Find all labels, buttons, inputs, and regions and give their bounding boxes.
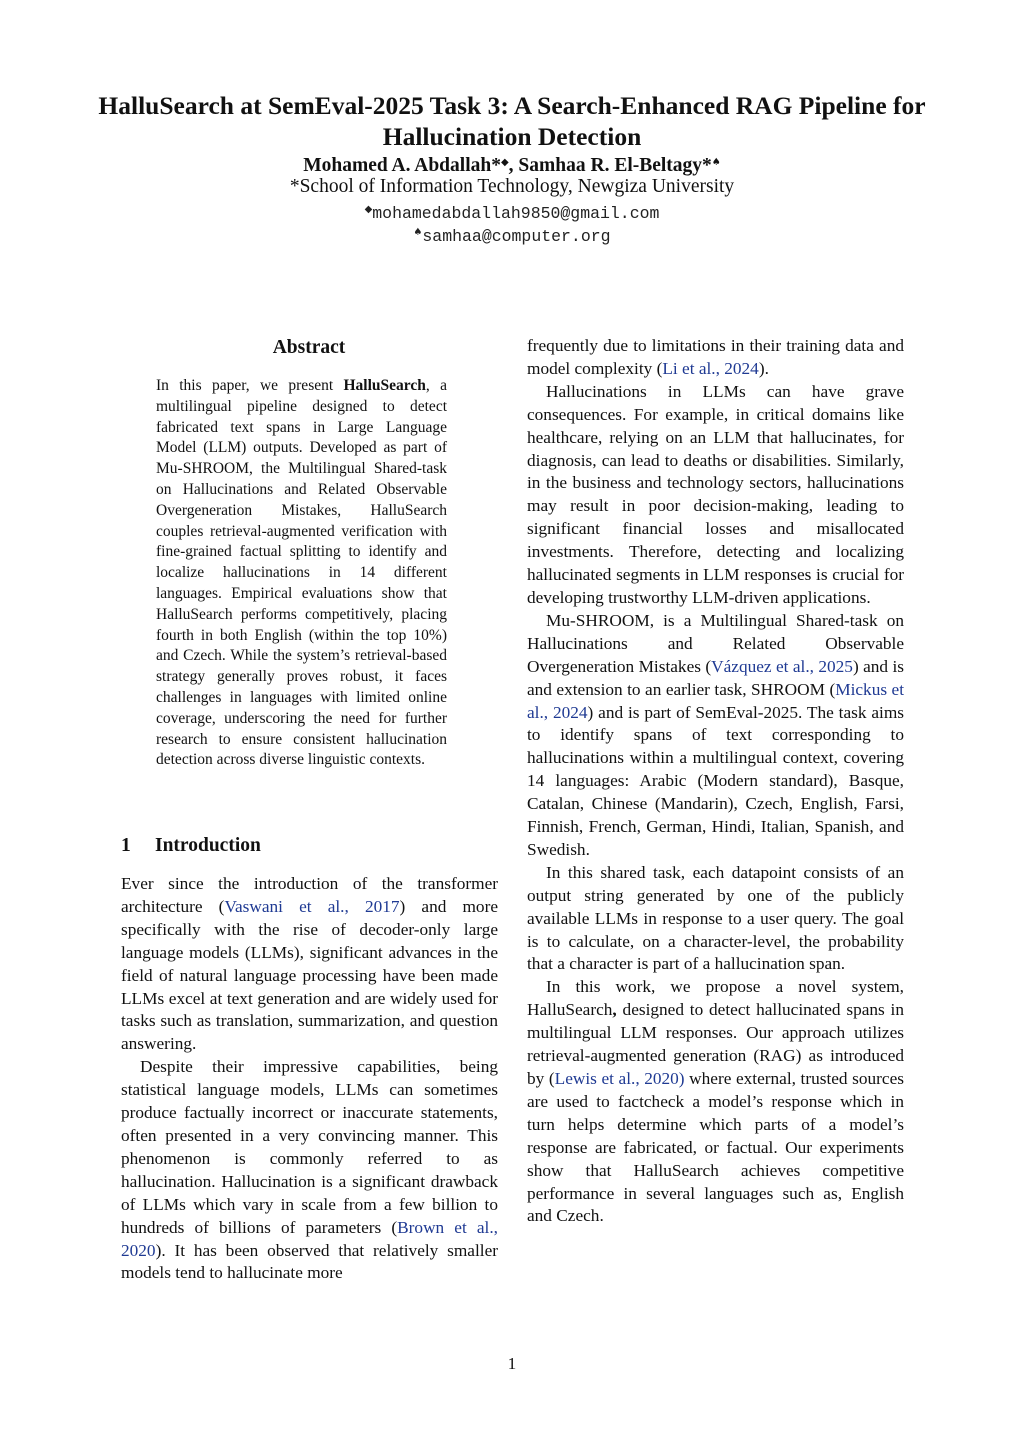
abstract-body (156, 376, 447, 771)
paragraph-5: In this shared task, each datapoint consists of an output string generated by one of the publicly available LLMs in response to a user query. The goal is to calculate, on a character-level, the probability that a character is part of a hallucination span. (527, 862, 904, 974)
author-separator: , (508, 155, 519, 176)
author-list (60, 151, 964, 178)
text-run: where external, trusted sources are used to factcheck a model’s response which in turn helps determine which parts of a model’s response are fabricated, or factual. Our experiments show that HalluSearch achieves competitive performance in several languages such as, English and Czech. (527, 1069, 904, 1226)
author-2: Samhaa R. El-Beltagy* (518, 155, 712, 176)
diamond-icon: ◆ (500, 157, 509, 168)
spade-icon: ♠ (711, 157, 721, 168)
paragraph-1 (121, 873, 498, 1056)
paragraph-6 (527, 976, 904, 1228)
citation-link[interactable]: Lewis et al., 2020) (554, 1069, 685, 1088)
abstract-text-pre: In this paper, we present (156, 377, 344, 394)
section-title: Introduction (155, 835, 261, 856)
citation-link[interactable]: Li et al., 2024 (662, 358, 759, 378)
author-1: Mohamed A. Abdallah* (303, 155, 501, 176)
page-number: 1 (507, 1354, 517, 1373)
text-run: frequently due to limitations in their training data and model complexity ( (527, 336, 904, 378)
email-address[interactable]: samhaa@computer.org (422, 227, 611, 246)
text-run: ) and is and extension to an earlier task, SHROOM ( (527, 656, 904, 699)
paper-title (60, 90, 964, 152)
citation-link[interactable]: Vázquez et al., 2025 (711, 656, 853, 676)
paragraph-3: Hallucinations in LLMs can have grave consequences. For example, in critical domains like healthcare, relying on an LLM that hallucinates, for diagnosis, can lead to deaths or disabilities. Similarly, in the business and technology sectors, hallucinations may result in poor decision-making, leading to significant financial losses and misallocated investments. Therefore, detecting and localizing hallucinated segments in LLM responses is crucial for developing trustworthy LLM-driven applications. (527, 381, 904, 607)
paragraph-2-continued (527, 335, 904, 381)
title-line-1: HalluSearch at SemEval-2025 Task 3: A Search-Enhanced RAG Pipeline for (98, 91, 926, 120)
text-run: Ever since the introduction of the transformer architecture ( (121, 874, 498, 916)
text-run-bold: , (612, 1000, 617, 1020)
email-2[interactable] (60, 222, 964, 248)
abstract-text-post: , a multilingual pipeline designed to detect fabricated text spans in Large Language Model (LLM) outputs. Developed as part of Mu-SHROOM, the Multilingual Shared-task on Hallucinations and Related Observable Overgeneration Mistakes, HalluSearch couples retrieval-augmented verification with fine-grained factual splitting to identify and localize hallucinations in 14 different languages. Empirical evaluations show that HalluSearch performs competitively, placing fourth in both English (within the top 10%) and Czech. While the system’s retrieval-based strategy generally proves robust, it faces challenges in languages with limited online coverage, underscoring the need for further research to ensure consistent hallucination detection across diverse linguistic contexts. (156, 377, 447, 769)
section-number: 1 (121, 835, 131, 856)
section-heading-introduction (121, 834, 498, 858)
text-run: ) and is part of SemEval-2025. The task aims to identify spans of text corresponding to hallucinations within a multilingual context, covering 14 languages: Arabic (Modern standard), Basque, Catalan, Chinese (Mandarin), Czech, English, Farsi, Finnish, French, German, Hindi, Italian, Spanish, and Swedish. (527, 702, 904, 859)
citation-link[interactable]: Vaswani et al., 2017 (224, 896, 400, 916)
text-run: Mu-SHROOM, is a Multilingual Shared-task on Hallucinations and Related Observable Overgeneration Mistakes ( (527, 610, 904, 676)
citation-link[interactable]: Mickus et al., 2024 (527, 679, 905, 722)
text-run: designed to detect hallucinated spans in multilingual LLM responses. Our approach utilizes retrieval-augmented generation (RAG) as introduced by ( (527, 1000, 904, 1088)
abstract-heading: Abstract (272, 337, 346, 358)
right-column (527, 335, 904, 1228)
paragraph-2 (121, 1056, 498, 1285)
text-run: Despite their impressive capabilities, being statistical language models, LLMs can sometimes produce factually incorrect or inaccurate statements, often presented in a very convincing manner. This phenomenon is commonly referred to as hallucination. Hallucination is a significant drawback of LLMs which vary in scale from a few billion to hundreds of billions of parameters ( (121, 1057, 498, 1237)
affiliation: *School of Information Technology, Newgiza University (289, 176, 735, 197)
text-run: ) and more specifically with the rise of decoder-only large language models (LLMs), significant advances in the field of natural language processing have been made LLMs excel at text generation and are widely used for tasks such as translation, summarization, and question answering. (121, 896, 499, 1054)
email-address[interactable]: mohamedabdallah9850@gmail.com (372, 204, 660, 223)
title-line-2: Hallucination Detection (382, 122, 642, 151)
system-name: HalluSearch (343, 377, 426, 394)
diamond-icon: ◆ (364, 204, 373, 215)
text-run: In this work, we propose a novel system, HalluSearch (527, 977, 904, 1020)
citation-link[interactable]: Brown et al., 2020 (121, 1217, 498, 1260)
paragraph-4 (527, 610, 904, 862)
text-run: ). It has been observed that relatively smaller models tend to hallucinate more (121, 1240, 498, 1283)
spade-icon: ♠ (413, 227, 423, 238)
left-column (121, 873, 498, 1285)
text-run: ). (758, 358, 769, 378)
